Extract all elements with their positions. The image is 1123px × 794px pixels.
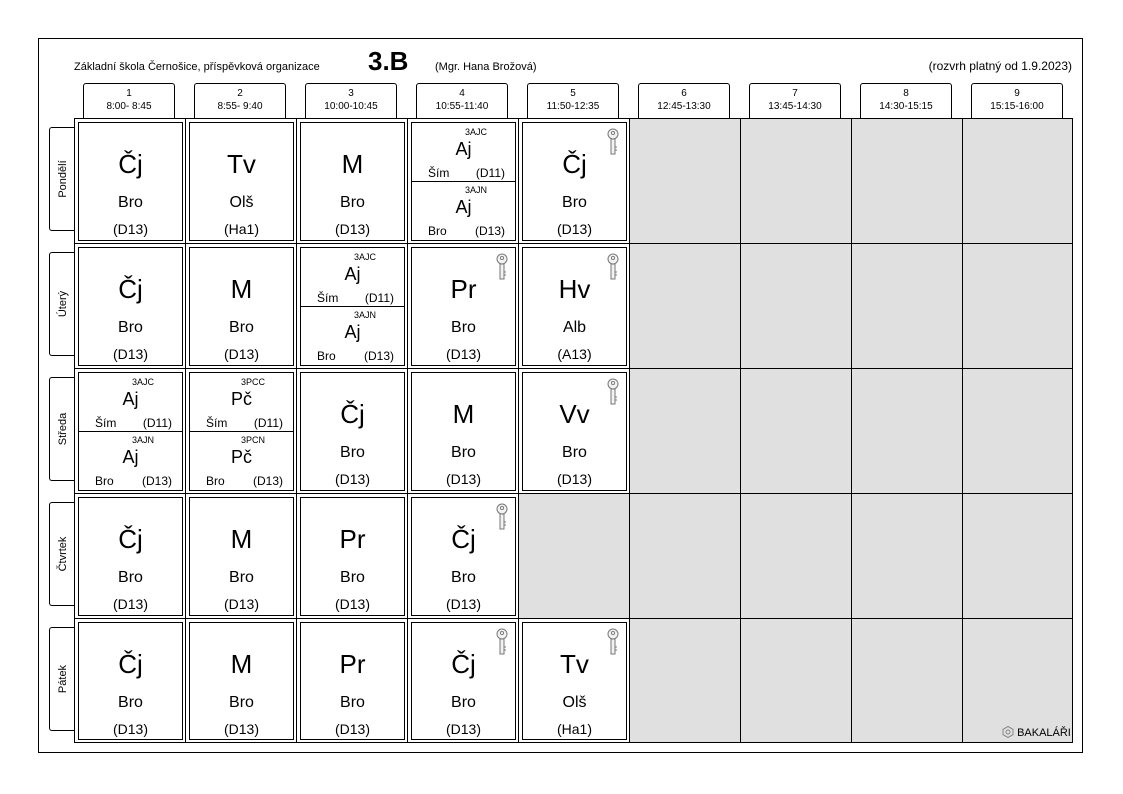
period-time: 15:15-16:00 <box>990 101 1044 112</box>
lesson-subject: M <box>230 524 253 554</box>
lesson-room: (D13) <box>112 596 148 612</box>
day-header <box>49 377 75 481</box>
lesson-cell <box>519 619 630 742</box>
lesson-box <box>300 247 405 366</box>
lesson-teacher: Bro <box>317 349 336 363</box>
period-number: 5 <box>570 88 576 99</box>
lesson-subject: Aj <box>122 447 139 467</box>
lesson-cell <box>186 619 297 742</box>
empty-slot <box>630 119 741 244</box>
period-header <box>638 83 730 118</box>
lesson-teacher: Bro <box>229 319 254 336</box>
empty-slot <box>741 494 852 619</box>
empty-slot <box>963 119 1072 244</box>
lesson-box <box>78 622 183 740</box>
group-code: 3AJC <box>464 127 487 137</box>
lesson-teacher: Bro <box>428 224 447 238</box>
group-lesson <box>412 123 515 182</box>
lesson-subject: Tv <box>227 149 256 179</box>
lesson-box <box>189 497 294 616</box>
lesson-teacher: Bro <box>340 194 365 211</box>
lesson-room: (D13) <box>445 346 481 362</box>
period-number: 4 <box>459 88 465 99</box>
lesson-teacher: Bro <box>118 569 143 586</box>
lesson-box <box>522 247 627 366</box>
key-icon <box>494 253 510 281</box>
empty-slot <box>630 369 741 494</box>
period-header <box>971 83 1063 118</box>
class-teacher: (Mgr. Hana Brožová) <box>435 61 537 73</box>
lesson-box <box>522 622 627 740</box>
lesson-box <box>78 497 183 616</box>
group-lesson <box>301 248 404 307</box>
empty-slot <box>519 494 630 619</box>
day-name: Úterý <box>56 290 69 318</box>
lesson-room: (D13) <box>223 346 259 362</box>
group-lesson <box>190 431 293 489</box>
group-code: 3PCC <box>240 377 265 387</box>
key-icon <box>605 378 621 406</box>
lesson-subject: Aj <box>344 322 361 342</box>
lesson-cell <box>186 369 297 494</box>
group-code: 3AJC <box>353 252 376 262</box>
period-header <box>416 83 508 118</box>
day-name: Pátek <box>56 664 69 694</box>
lesson-cell <box>297 119 408 244</box>
lesson-subject: Aj <box>122 389 139 409</box>
lesson-subject: Aj <box>344 264 361 284</box>
period-time: 8:55- 9:40 <box>217 101 263 112</box>
empty-slot <box>963 244 1072 369</box>
lesson-box <box>189 372 294 491</box>
lesson-room: (D13) <box>252 474 283 488</box>
group-code: 3AJC <box>131 377 154 387</box>
lesson-room: (D13) <box>334 721 370 737</box>
lesson-room: (A13) <box>557 346 592 362</box>
lesson-box <box>78 372 183 491</box>
lesson-box <box>300 122 405 241</box>
lesson-teacher: Bro <box>95 474 114 488</box>
lesson-teacher: Bro <box>562 194 587 211</box>
key-icon <box>605 253 621 281</box>
lesson-subject: M <box>452 399 475 429</box>
lesson-teacher: Bro <box>118 694 143 711</box>
period-header <box>194 83 286 118</box>
lesson-subject: Čj <box>118 649 143 679</box>
bakalari-logo-text: BAKALÁŘI <box>1017 727 1071 739</box>
empty-slot <box>852 119 963 244</box>
key-icon <box>494 503 510 531</box>
validity-date: (rozvrh platný od 1.9.2023) <box>928 59 1072 73</box>
lesson-subject: Aj <box>455 139 472 159</box>
lesson-room: (D13) <box>112 721 148 737</box>
lesson-subject: Tv <box>560 649 589 679</box>
lesson-teacher: Ším <box>95 416 117 430</box>
class-name: 3.B <box>368 46 409 76</box>
lesson-room: (D13) <box>112 346 148 362</box>
lesson-cell <box>186 494 297 619</box>
lesson-box <box>78 247 183 366</box>
lesson-subject: Pr <box>339 649 366 679</box>
empty-slot <box>852 369 963 494</box>
lesson-cell <box>75 244 186 369</box>
lesson-subject: Čj <box>118 274 143 304</box>
lesson-box <box>300 497 405 616</box>
period-time: 11:50-12:35 <box>546 101 600 112</box>
day-header <box>49 627 75 731</box>
lesson-box <box>189 622 294 740</box>
period-number: 2 <box>237 88 243 99</box>
lesson-room: (D13) <box>334 221 370 237</box>
lesson-teacher: Bro <box>229 569 254 586</box>
lesson-cell <box>519 119 630 244</box>
group-lesson <box>301 306 404 364</box>
lesson-room: (D13) <box>445 471 481 487</box>
lesson-cell <box>408 619 519 742</box>
lesson-teacher: Bro <box>340 444 365 461</box>
lesson-teacher: Bro <box>118 319 143 336</box>
group-code: 3AJN <box>464 185 487 195</box>
lesson-room: (D13) <box>334 596 370 612</box>
lesson-cell <box>408 369 519 494</box>
lesson-room: (D13) <box>445 596 481 612</box>
lesson-room: (D13) <box>112 221 148 237</box>
lesson-subject: Čj <box>340 399 365 429</box>
lesson-cell <box>75 494 186 619</box>
group-lesson <box>79 431 182 489</box>
lesson-box <box>411 372 516 491</box>
lesson-box <box>411 122 516 241</box>
lesson-box <box>522 122 627 241</box>
lesson-subject: Vv <box>559 399 590 429</box>
lesson-box <box>189 247 294 366</box>
period-number: 1 <box>126 88 132 99</box>
lesson-room: (Ha1) <box>223 221 259 237</box>
lesson-cell <box>519 244 630 369</box>
period-time: 14:30-15:15 <box>879 101 933 112</box>
lesson-room: (D13) <box>556 221 592 237</box>
empty-slot <box>963 369 1072 494</box>
lesson-room: (Ha1) <box>556 721 592 737</box>
lesson-subject: Čj <box>562 149 587 179</box>
lesson-subject: Pr <box>450 274 477 304</box>
empty-slot <box>741 369 852 494</box>
lesson-teacher: Bro <box>451 569 476 586</box>
lesson-cell <box>408 119 519 244</box>
group-code: 3PCN <box>240 435 265 445</box>
period-number: 3 <box>348 88 354 99</box>
lesson-subject: Pč <box>230 447 252 467</box>
day-name: Pondělí <box>56 160 69 198</box>
lesson-teacher: Bro <box>340 569 365 586</box>
key-icon <box>494 628 510 656</box>
lesson-teacher: Bro <box>562 444 587 461</box>
lesson-teacher: Bro <box>229 694 254 711</box>
lesson-cell <box>75 369 186 494</box>
group-code: 3AJN <box>131 435 154 445</box>
lesson-room: (D11) <box>253 416 283 430</box>
empty-slot <box>741 619 852 742</box>
timetable-grid <box>74 118 1073 743</box>
empty-slot <box>852 244 963 369</box>
lesson-subject: M <box>341 149 364 179</box>
lesson-subject: M <box>230 649 253 679</box>
period-header <box>749 83 841 118</box>
lesson-room: (D11) <box>364 291 394 305</box>
lesson-room: (D11) <box>475 166 505 180</box>
lesson-subject: Pr <box>339 524 366 554</box>
empty-slot <box>630 494 741 619</box>
lesson-teacher: Bro <box>451 694 476 711</box>
day-name: Středa <box>56 412 69 446</box>
empty-slot <box>630 619 741 742</box>
lesson-cell <box>297 244 408 369</box>
lesson-cell <box>186 119 297 244</box>
empty-slot <box>963 494 1072 619</box>
lesson-room: (D13) <box>445 721 481 737</box>
lesson-room: (D13) <box>334 471 370 487</box>
period-header <box>83 83 175 118</box>
period-time: 10:55-11:40 <box>435 101 489 112</box>
lesson-room: (D13) <box>363 349 394 363</box>
empty-slot <box>963 619 1072 742</box>
lesson-room: (D13) <box>223 721 259 737</box>
period-time: 13:45-14:30 <box>768 101 822 112</box>
lesson-subject: M <box>230 274 253 304</box>
lesson-box <box>300 372 405 491</box>
lesson-teacher: Ším <box>206 416 228 430</box>
day-header <box>49 252 75 356</box>
empty-slot <box>852 494 963 619</box>
lesson-cell <box>519 369 630 494</box>
period-header <box>305 83 397 118</box>
empty-slot <box>852 619 963 742</box>
lesson-cell <box>297 619 408 742</box>
lesson-box <box>522 372 627 491</box>
period-time: 12:45-13:30 <box>657 101 711 112</box>
day-header <box>49 502 75 606</box>
empty-slot <box>741 244 852 369</box>
period-time: 8:00- 8:45 <box>106 101 152 112</box>
lesson-cell <box>186 244 297 369</box>
lesson-box <box>300 622 405 740</box>
lesson-subject: Aj <box>455 197 472 217</box>
period-number: 9 <box>1014 88 1020 99</box>
period-number: 7 <box>792 88 798 99</box>
lesson-cell <box>75 619 186 742</box>
bakalari-logo-icon <box>1002 727 1017 739</box>
lesson-teacher: Bro <box>206 474 225 488</box>
period-time: 10:00-10:45 <box>324 101 378 112</box>
lesson-room: (D13) <box>223 596 259 612</box>
lesson-cell <box>75 119 186 244</box>
empty-slot <box>741 119 852 244</box>
lesson-box <box>411 497 516 616</box>
period-header <box>527 83 619 118</box>
lesson-box <box>78 122 183 241</box>
period-number: 8 <box>903 88 909 99</box>
lesson-subject: Hv <box>558 274 591 304</box>
lesson-room: (D13) <box>474 224 505 238</box>
lesson-cell <box>297 369 408 494</box>
lesson-box <box>411 622 516 740</box>
group-lesson <box>190 373 293 432</box>
lesson-cell <box>408 494 519 619</box>
period-number: 6 <box>681 88 687 99</box>
group-lesson <box>412 181 515 239</box>
day-name: Čtvrtek <box>56 536 69 572</box>
day-header <box>49 127 75 231</box>
lesson-room: (D13) <box>141 474 172 488</box>
key-icon <box>605 628 621 656</box>
lesson-teacher: Olš <box>229 194 254 211</box>
lesson-room: (D13) <box>556 471 592 487</box>
group-code: 3AJN <box>353 310 376 320</box>
empty-slot <box>630 244 741 369</box>
lesson-teacher: Ším <box>317 291 339 305</box>
lesson-room: (D11) <box>142 416 172 430</box>
lesson-box <box>411 247 516 366</box>
lesson-teacher: Alb <box>562 319 587 336</box>
lesson-subject: Čj <box>118 524 143 554</box>
lesson-teacher: Bro <box>451 444 476 461</box>
lesson-teacher: Olš <box>562 694 587 711</box>
school-name: Základní škola Černošice, příspěvková organizace <box>74 61 320 73</box>
lesson-teacher: Bro <box>340 694 365 711</box>
period-header <box>860 83 952 118</box>
lesson-box <box>189 122 294 241</box>
lesson-teacher: Bro <box>118 194 143 211</box>
bakalari-logo <box>1002 726 1071 739</box>
lesson-subject: Pč <box>230 389 252 409</box>
lesson-cell <box>408 244 519 369</box>
lesson-subject: Čj <box>451 524 476 554</box>
lesson-teacher: Ším <box>428 166 450 180</box>
key-icon <box>605 128 621 156</box>
lesson-cell <box>297 494 408 619</box>
lesson-subject: Čj <box>118 149 143 179</box>
lesson-subject: Čj <box>451 649 476 679</box>
lesson-teacher: Bro <box>451 319 476 336</box>
group-lesson <box>79 373 182 432</box>
